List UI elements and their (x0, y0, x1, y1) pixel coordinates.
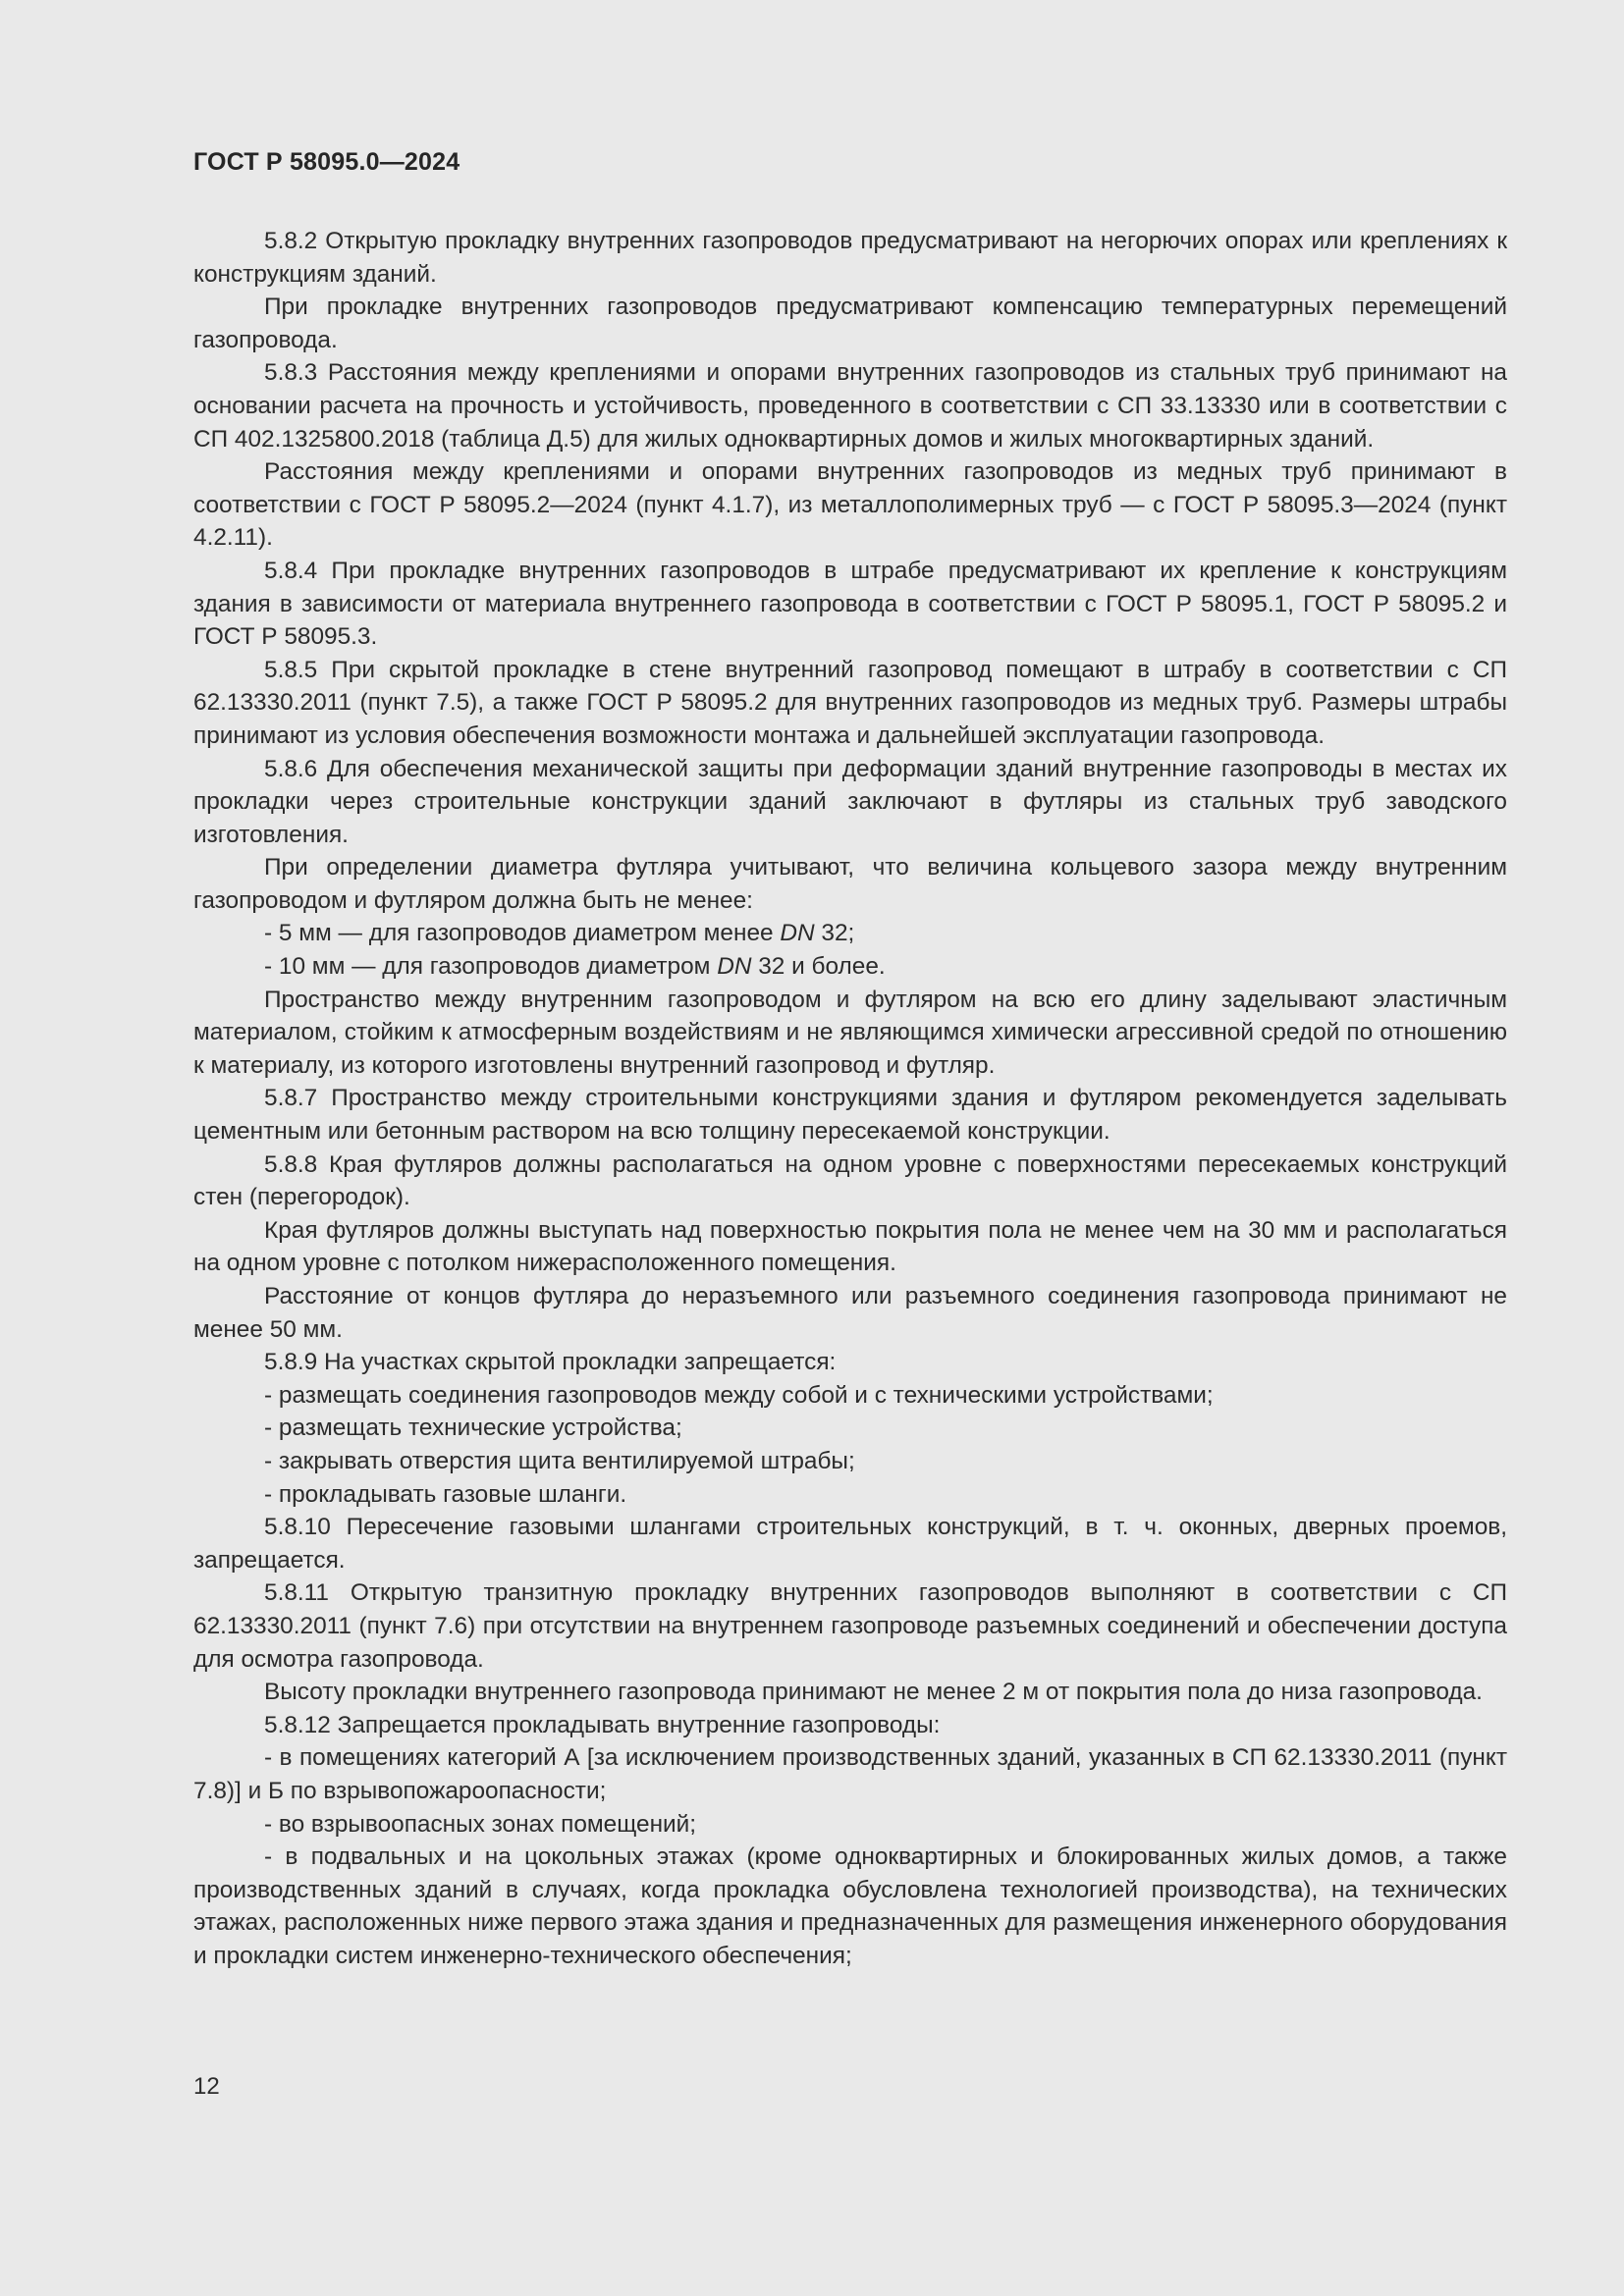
paragraph: При определении диаметра футляра учитывают, что величина кольцевого зазора между внутренним газопроводом и футляром должна быть не менее: (193, 854, 1507, 914)
list-item: - в подвальных и на цокольных этажах (кроме одноквартирных и блокированных жилых домов, а также производственных зданий в случаях, когда прокладка обусловлена технологией производства), на технических этажах, расположенных ниже первого этажа здания и предназначенных для размещения инженерного оборудования и прокладки систем инженерно-технического обеспечения; (193, 1843, 1507, 1969)
paragraph: 5.8.6 Для обеспечения механической защиты при деформации зданий внутренние газопроводы в местах их прокладки через строительные конструкции зданий заключают в футляры из стальных труб заводского изготовления. (193, 755, 1507, 848)
paragraph: Расстояния между креплениями и опорами внутренних газопроводов из медных труб принимают в соответствии с ГОСТ Р 58095.2—2024 (пункт 4.1.7), из металлополимерных труб — с ГОСТ Р 58095.3—2024 (пункт 4.2.11). (193, 458, 1507, 552)
paragraph: Высоту прокладки внутреннего газопровода принимают не менее 2 м от покрытия пола до низа газопровода. (264, 1679, 1483, 1706)
list-item: - размещать соединения газопроводов между собой и с техническими устройствами; (264, 1381, 1214, 1409)
paragraph: Пространство между внутренним газопроводом и футляром на всю его длину заделывают эластичным материалом, стойким к атмосферным воздействиям и не являющимся химически агрессивной средой по отношению к материалу, из которого изготовлены внутренний газопровод и футляр. (193, 986, 1507, 1079)
list-item: - 5 мм — для газопроводов диаметром менее DN 32; (264, 920, 855, 947)
list-item: - во взрывоопасных зонах помещений; (264, 1810, 697, 1838)
list-item: - 10 мм — для газопроводов диаметром DN 32 и более. (264, 953, 886, 981)
list-item: - в помещениях категорий А [за исключением производственных зданий, указанных в СП 62.13330.2011 (пункт 7.8)] и Б по взрывопожароопасности; (193, 1744, 1507, 1804)
paragraph: 5.8.2 Открытую прокладку внутренних газопроводов предусматривают на негорючих опорах или креплениях к конструкциям зданий. (193, 228, 1507, 288)
paragraph: 5.8.12 Запрещается прокладывать внутренние газопроводы: (264, 1711, 941, 1738)
document-body (193, 225, 1507, 1972)
list-item: - закрывать отверстия щита вентилируемой штрабы; (264, 1447, 855, 1474)
paragraph: Расстояние от концов футляра до неразъемного или разъемного соединения газопровода принимают не менее 50 мм. (193, 1283, 1507, 1343)
document-header: ГОСТ Р 58095.0—2024 (193, 148, 460, 176)
paragraph: 5.8.3 Расстояния между креплениями и опорами внутренних газопроводов из стальных труб принимают на основании расчета на прочность и устойчивость, проведенного в соответствии с СП 33.13330 или в соответствии с СП 402.1325800.2018 (таблица Д.5) для жилых одноквартирных домов и жилых многоквартирных зданий. (193, 359, 1507, 453)
list-item: - прокладывать газовые шланги. (264, 1480, 627, 1508)
paragraph: Края футляров должны выступать над поверхностью покрытия пола не менее чем на 30 мм и располагаться на одном уровне с потолком нижерасположенного помещения. (193, 1216, 1507, 1277)
paragraph: 5.8.9 На участках скрытой прокладки запрещается: (264, 1349, 837, 1376)
paragraph: При прокладке внутренних газопроводов предусматривают компенсацию температурных перемещений газопровода. (193, 294, 1507, 353)
paragraph: 5.8.5 При скрытой прокладке в стене внутренний газопровод помещают в штрабу в соответствии с СП 62.13330.2011 (пункт 7.5), а также ГОСТ Р 58095.2 для внутренних газопроводов из медных труб. Размеры штрабы принимают из условия обеспечения возможности монтажа и дальнейшей эксплуатации газопровода. (193, 656, 1507, 749)
paragraph: 5.8.11 Открытую транзитную прокладку внутренних газопроводов выполняют в соответствии с СП 62.13330.2011 (пункт 7.6) при отсутствии на внутреннем газопроводе разъемных соединений и обеспечении доступа для осмотра газопровода. (193, 1579, 1507, 1673)
paragraph: 5.8.10 Пересечение газовыми шлангами строительных конструкций, в т. ч. оконных, дверных проемов, запрещается. (193, 1514, 1507, 1574)
page-number: 12 (193, 2073, 220, 2100)
paragraph: 5.8.4 При прокладке внутренних газопроводов в штрабе предусматривают их крепление к конструкциям здания в зависимости от материала внутреннего газопровода в соответствии с ГОСТ Р 58095.1, ГОСТ Р 58095.2 и ГОСТ Р 58095.3. (193, 557, 1507, 651)
paragraph: 5.8.7 Пространство между строительными конструкциями здания и футляром рекомендуется заделывать цементным или бетонным раствором на всю толщину пересекаемой конструкции. (193, 1085, 1507, 1146)
list-item: - размещать технические устройства; (264, 1415, 682, 1442)
paragraph: 5.8.8 Края футляров должны располагаться на одном уровне с поверхностями пересекаемых конструкций стен (перегородок). (193, 1150, 1507, 1211)
